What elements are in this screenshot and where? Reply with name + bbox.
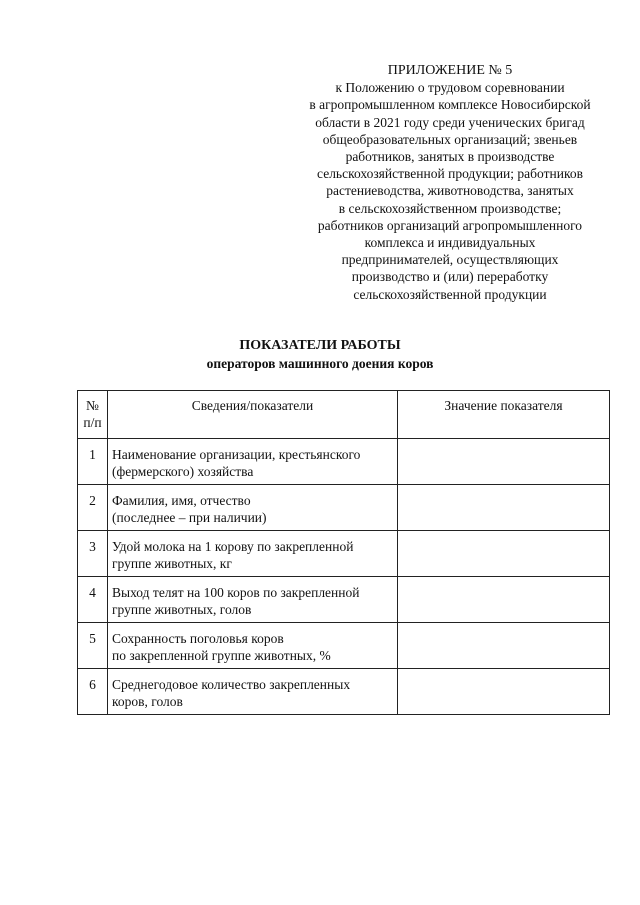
row-value-cell[interactable] [398, 669, 610, 715]
row-indicator-line: Сохранность поголовья коров [112, 631, 284, 646]
appendix-line: растениеводства, животноводства, занятых [326, 183, 574, 199]
table-row [78, 485, 610, 531]
title-subtitle: операторов машинного доения коров [206, 356, 434, 371]
row-value-cell[interactable] [398, 577, 610, 623]
table-row [78, 623, 610, 669]
row-indicator [108, 531, 398, 577]
row-value-cell[interactable] [398, 485, 610, 531]
appendix-line: работников, занятых в производстве [345, 149, 555, 165]
row-number: 4 [78, 577, 108, 623]
table-row [78, 669, 610, 715]
appendix-heading: ПРИЛОЖЕНИЕ № 5 [387, 63, 513, 78]
appendix-line: предпринимателей, осуществляющих [341, 252, 559, 268]
appendix-line: к Положению о трудовом соревновании [335, 80, 565, 96]
row-indicator [108, 439, 398, 485]
row-value-cell[interactable] [398, 531, 610, 577]
appendix-line: комплекса и индивидуальных [364, 235, 536, 251]
header-value: Значение показателя [398, 391, 610, 439]
row-value-cell[interactable] [398, 623, 610, 669]
appendix-line: в агропромышленном комплексе Новосибирской [309, 97, 591, 113]
row-value-cell[interactable] [398, 439, 610, 485]
table-header-row [78, 391, 610, 439]
appendix-line: области в 2021 году среди ученических бригад [315, 114, 585, 130]
row-indicator-line: Фамилия, имя, отчество [112, 493, 251, 508]
appendix-line: работников организаций агропромышленного [317, 217, 583, 233]
row-indicator-line: Удой молока на 1 корову по закрепленной [112, 539, 354, 554]
appendix-line: сельскохозяйственной продукции [353, 286, 547, 302]
appendix-line: сельскохозяйственной продукции; работников [317, 166, 583, 182]
row-indicator-line: коров, голов [112, 694, 183, 709]
row-indicator-line: (последнее – при наличии) [112, 510, 267, 525]
title-main: ПОКАЗАТЕЛИ РАБОТЫ [239, 338, 401, 353]
row-indicator-line: Наименование организации, крестьянского [112, 447, 361, 462]
table-row [78, 531, 610, 577]
row-indicator-line: (фермерского) хозяйства [112, 464, 254, 479]
row-indicator [108, 577, 398, 623]
appendix-line: в сельскохозяйственном производстве; [338, 200, 562, 216]
row-indicator-line: Выход телят на 100 коров по закрепленной [112, 585, 360, 600]
row-indicator-line: группе животных, голов [112, 602, 252, 617]
row-indicator-line: группе животных, кг [112, 556, 232, 571]
row-indicator-line: по закрепленной группе животных, % [112, 648, 331, 663]
header-number-symbol: № [86, 398, 99, 413]
header-info: Сведения/показатели [108, 391, 398, 439]
row-indicator-line: Среднегодовое количество закрепленных [112, 677, 351, 692]
appendix-block [285, 62, 615, 303]
appendix-line: производство и (или) переработку [351, 269, 549, 285]
row-number: 3 [78, 531, 108, 577]
row-indicator [108, 669, 398, 715]
indicators-table [77, 390, 610, 715]
row-indicator [108, 485, 398, 531]
row-number: 5 [78, 623, 108, 669]
document-title [0, 337, 640, 373]
header-number-abbr: п/п [83, 415, 102, 430]
row-number: 1 [78, 439, 108, 485]
header-number [78, 391, 108, 439]
table-row [78, 439, 610, 485]
table-row [78, 577, 610, 623]
appendix-line: общеобразовательных организаций; звеньев [322, 131, 578, 147]
row-number: 2 [78, 485, 108, 531]
row-number: 6 [78, 669, 108, 715]
row-indicator [108, 623, 398, 669]
